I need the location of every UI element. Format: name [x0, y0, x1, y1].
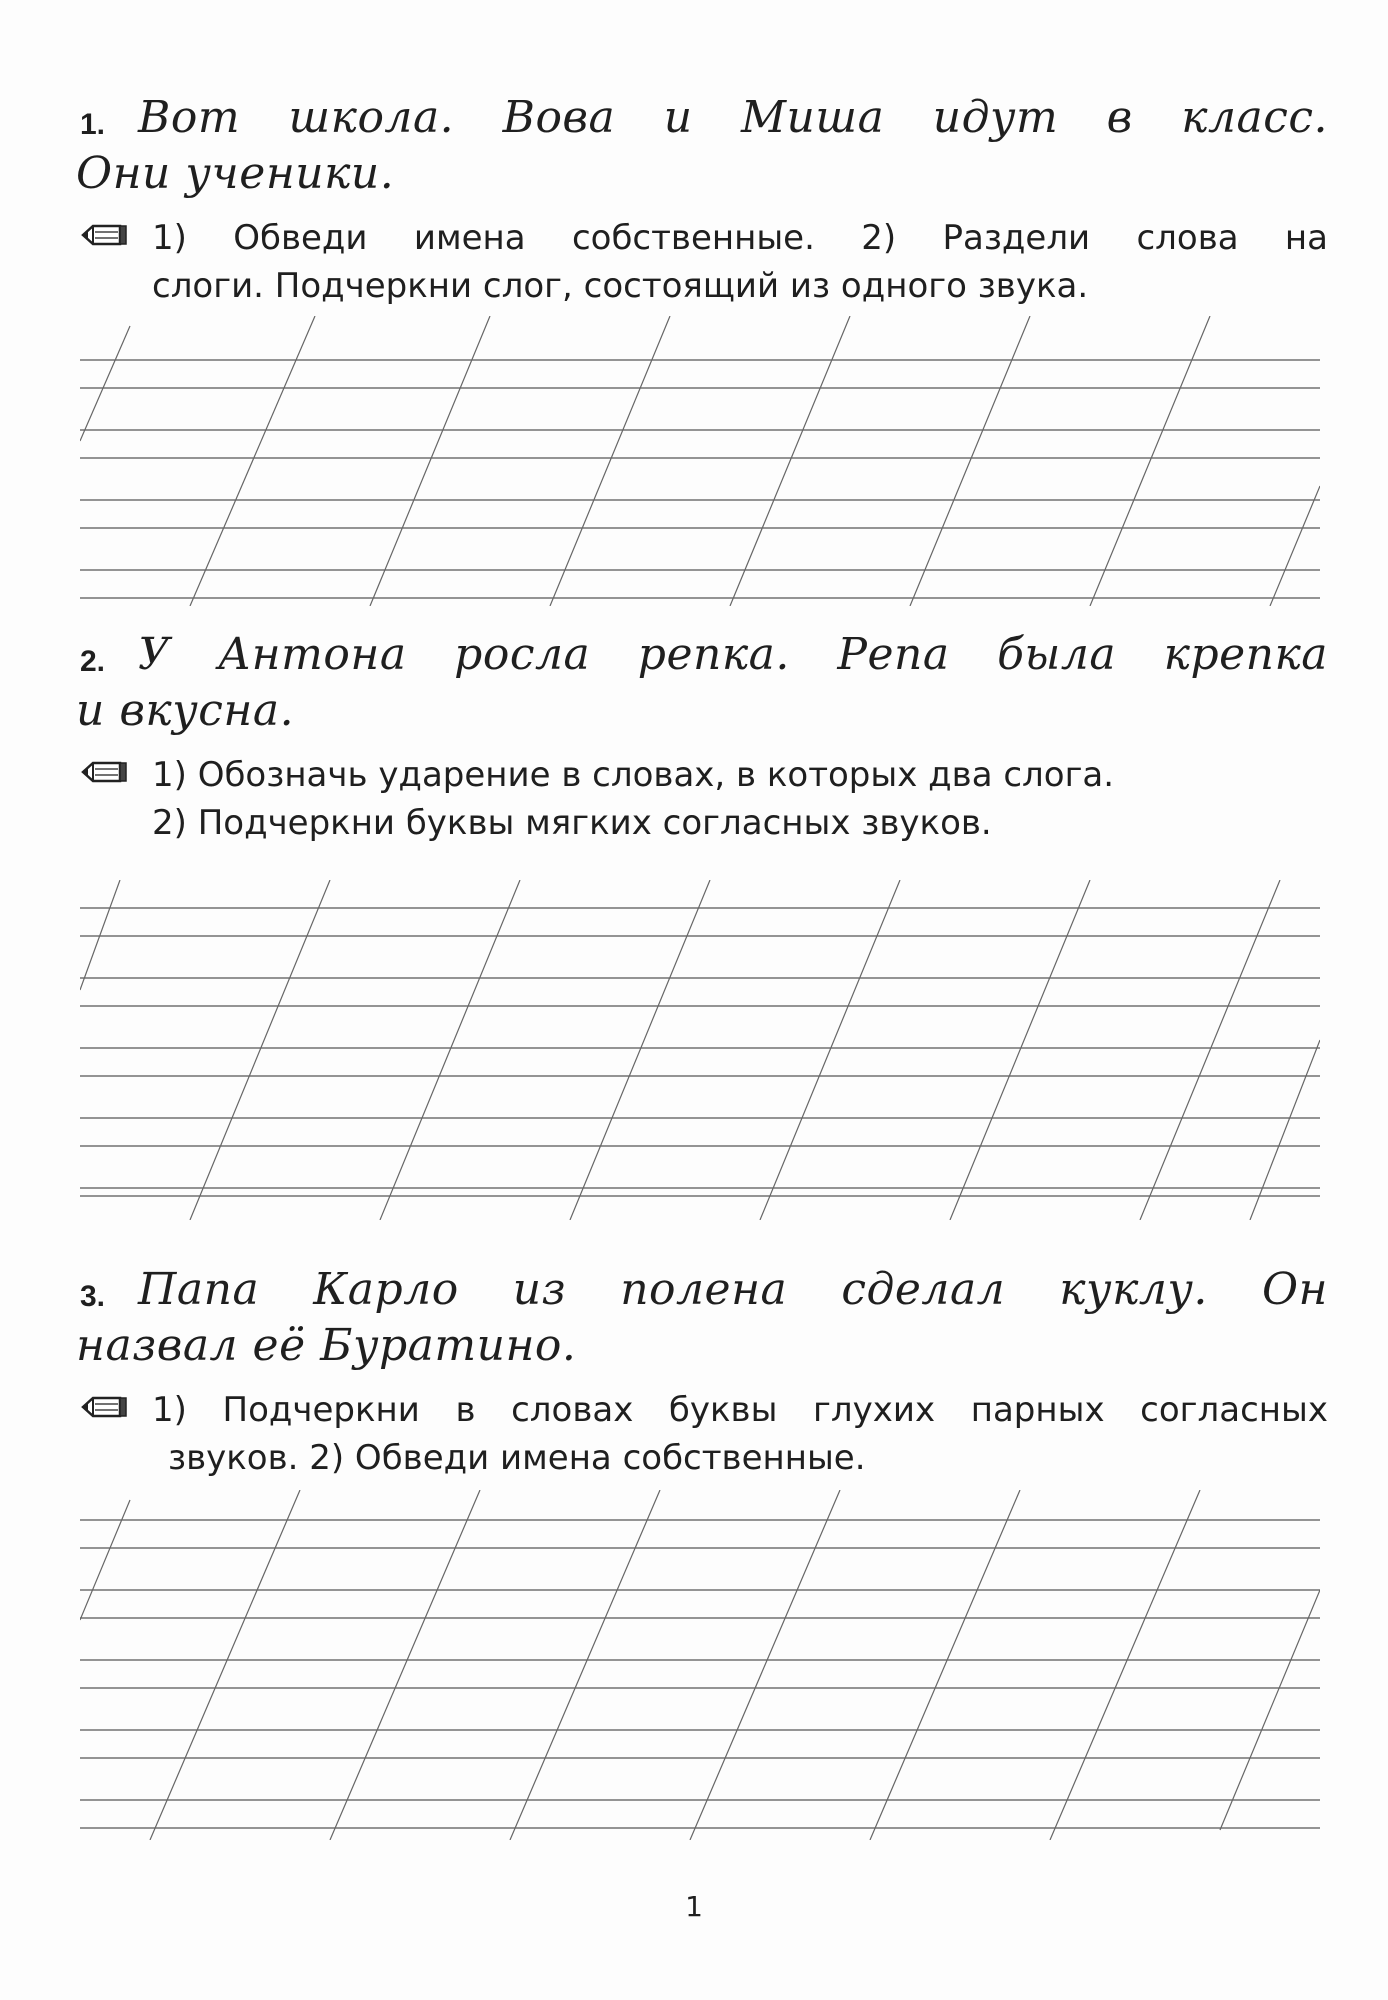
writing-lines-3[interactable]	[80, 1490, 1320, 1840]
exercise-2	[76, 625, 1328, 847]
exercise-1-number: 1.	[80, 108, 106, 141]
exercise-3-cursive-line-1: Папа Карло из полена сделал куклу. Он	[138, 1264, 1328, 1315]
pencil-icon	[80, 759, 128, 785]
exercise-3	[76, 1260, 1328, 1482]
exercise-3-number: 3.	[80, 1280, 106, 1313]
exercise-2-number: 2.	[80, 645, 106, 678]
exercise-3-cursive-line-2: назвал её Буратино.	[76, 1320, 577, 1371]
page-number: 1	[685, 1890, 703, 1923]
exercise-3-instruction	[80, 1386, 1328, 1482]
exercise-3-text	[76, 1260, 1328, 1386]
exercise-1-cursive-line-2: Они ученики.	[76, 148, 395, 199]
writing-lines-2[interactable]	[80, 880, 1320, 1220]
exercise-2-text	[76, 625, 1328, 751]
exercise-1-instruction-line-2: слоги. Подчеркни слог, состоящий из одного звука.	[152, 266, 1089, 306]
exercise-1-instruction-line-1: 1) Обведи имена собственные. 2) Раздели слова на	[152, 218, 1328, 258]
exercise-1-text	[76, 88, 1328, 214]
writing-lines-1[interactable]	[80, 316, 1320, 606]
exercise-3-instruction-line-1: 1) Подчеркни в словах буквы глухих парных согласных	[152, 1390, 1328, 1430]
pencil-icon	[80, 222, 128, 248]
exercise-2-instruction	[80, 751, 1328, 847]
exercise-2-instruction-line-2: 2) Подчеркни буквы мягких согласных звуков.	[152, 803, 992, 843]
exercise-1-cursive-line-1: Вот школа. Вова и Миша идут в класс.	[138, 92, 1328, 143]
exercise-1-instruction	[80, 214, 1328, 310]
exercise-1	[76, 88, 1328, 310]
exercise-3-instruction-line-2: звуков. 2) Обведи имена собственные.	[168, 1438, 866, 1478]
exercise-2-instruction-line-1: 1) Обозначь ударение в словах, в которых два слога.	[152, 755, 1115, 795]
exercise-2-cursive-line-1: У Антона росла репка. Репа была крепка	[138, 629, 1328, 680]
exercise-2-cursive-line-2: и вкусна.	[76, 685, 295, 736]
pencil-icon	[80, 1394, 128, 1420]
